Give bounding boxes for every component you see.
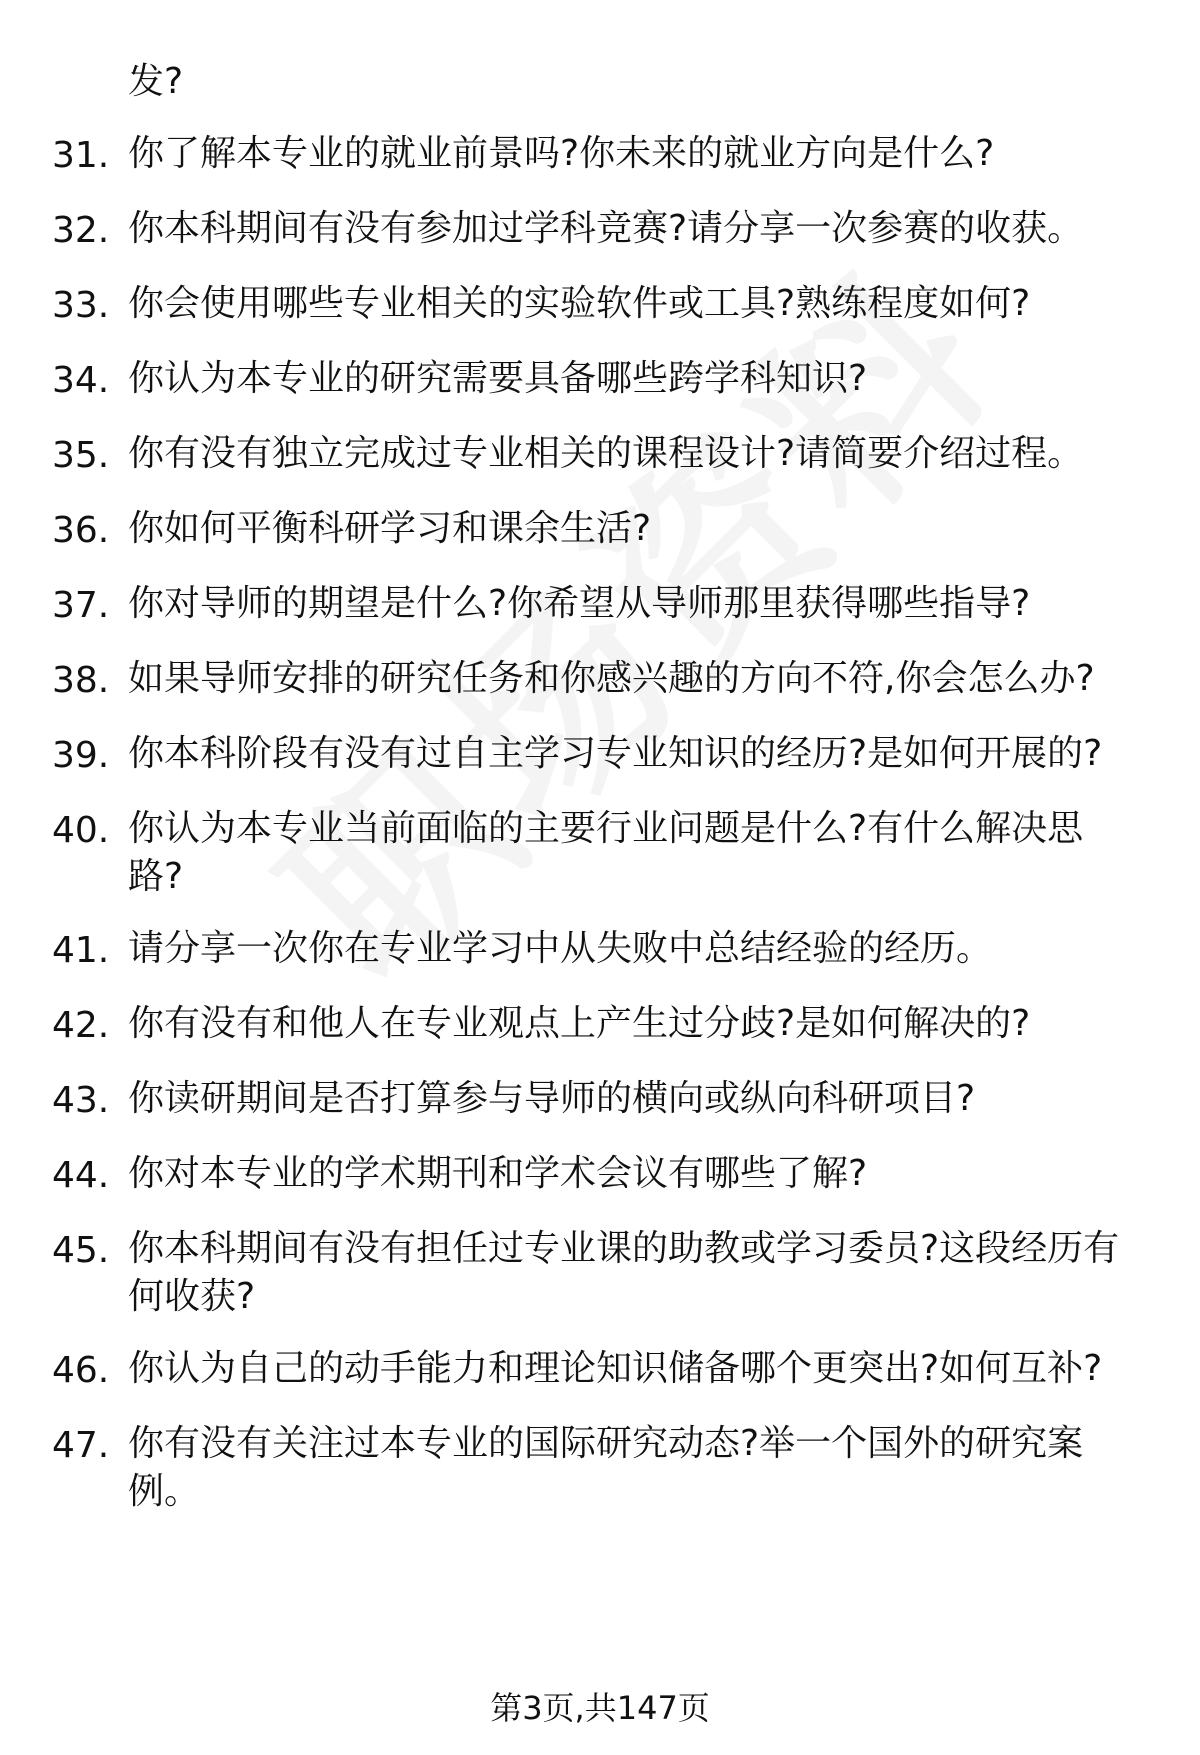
- question-text: 你认为自己的动手能力和理论知识储备哪个更突出?如何互补?: [128, 1348, 1103, 1389]
- question-text: 你会使用哪些专业相关的实验软件或工具?熟练程度如何?: [128, 283, 1031, 324]
- question-text: 如果导师安排的研究任务和你感兴趣的方向不符,你会怎么办?: [128, 658, 1095, 699]
- question-number: 43.: [52, 1080, 110, 1121]
- question-text: 请分享一次你在专业学习中从失败中总结经验的经历。: [128, 928, 993, 969]
- question-text: 你认为本专业的研究需要具备哪些跨学科知识?: [128, 358, 868, 399]
- question-text: 你有没有和他人在专业观点上产生过分歧?是如何解决的?: [128, 1003, 1031, 1044]
- question-text: 你认为本专业当前面临的主要行业问题是什么?有什么解决思路?: [128, 808, 1084, 897]
- question-text: 你读研期间是否打算参与导师的横向或纵向科研项目?: [128, 1078, 976, 1119]
- question-number: 34.: [52, 360, 110, 401]
- continuation-text: 发?: [128, 61, 184, 102]
- question-text: 你本科期间有没有担任过专业课的助教或学习委员?这段经历有何收获?: [128, 1228, 1120, 1317]
- question-text: 你本科期间有没有参加过学科竞赛?请分享一次参赛的收获。: [128, 208, 1084, 249]
- question-text: 你对导师的期望是什么?你希望从导师那里获得哪些指导?: [128, 583, 1031, 624]
- question-number: 36.: [52, 510, 110, 551]
- question-number: 42.: [52, 1005, 110, 1046]
- question-number: 33.: [52, 285, 110, 326]
- question-text: 你有没有独立完成过专业相关的课程设计?请简要介绍过程。: [128, 433, 1084, 474]
- question-number: 32.: [52, 210, 110, 251]
- question-text: 你如何平衡科研学习和课余生活?: [128, 508, 652, 549]
- question-number: 31.: [52, 135, 110, 176]
- question-number: 46.: [52, 1350, 110, 1391]
- question-number: 37.: [52, 585, 110, 626]
- question-text: 你对本专业的学术期刊和学术会议有哪些了解?: [128, 1153, 868, 1194]
- question-number: 41.: [52, 930, 110, 971]
- question-number: 47.: [52, 1425, 110, 1466]
- question-number: 35.: [52, 435, 110, 476]
- question-number: 39.: [52, 735, 110, 776]
- question-number: 38.: [52, 660, 110, 701]
- question-number: 44.: [52, 1155, 110, 1196]
- question-number: 45.: [52, 1230, 110, 1271]
- question-text: 你有没有关注过本专业的国际研究动态?举一个国外的研究案例。: [128, 1423, 1084, 1512]
- question-number: 40.: [52, 810, 110, 851]
- question-text: 你了解本专业的就业前景吗?你未来的就业方向是什么?: [128, 133, 995, 174]
- question-text: 你本科阶段有没有过自主学习专业知识的经历?是如何开展的?: [128, 733, 1103, 774]
- page-footer: 第3页,共147页: [490, 1689, 710, 1727]
